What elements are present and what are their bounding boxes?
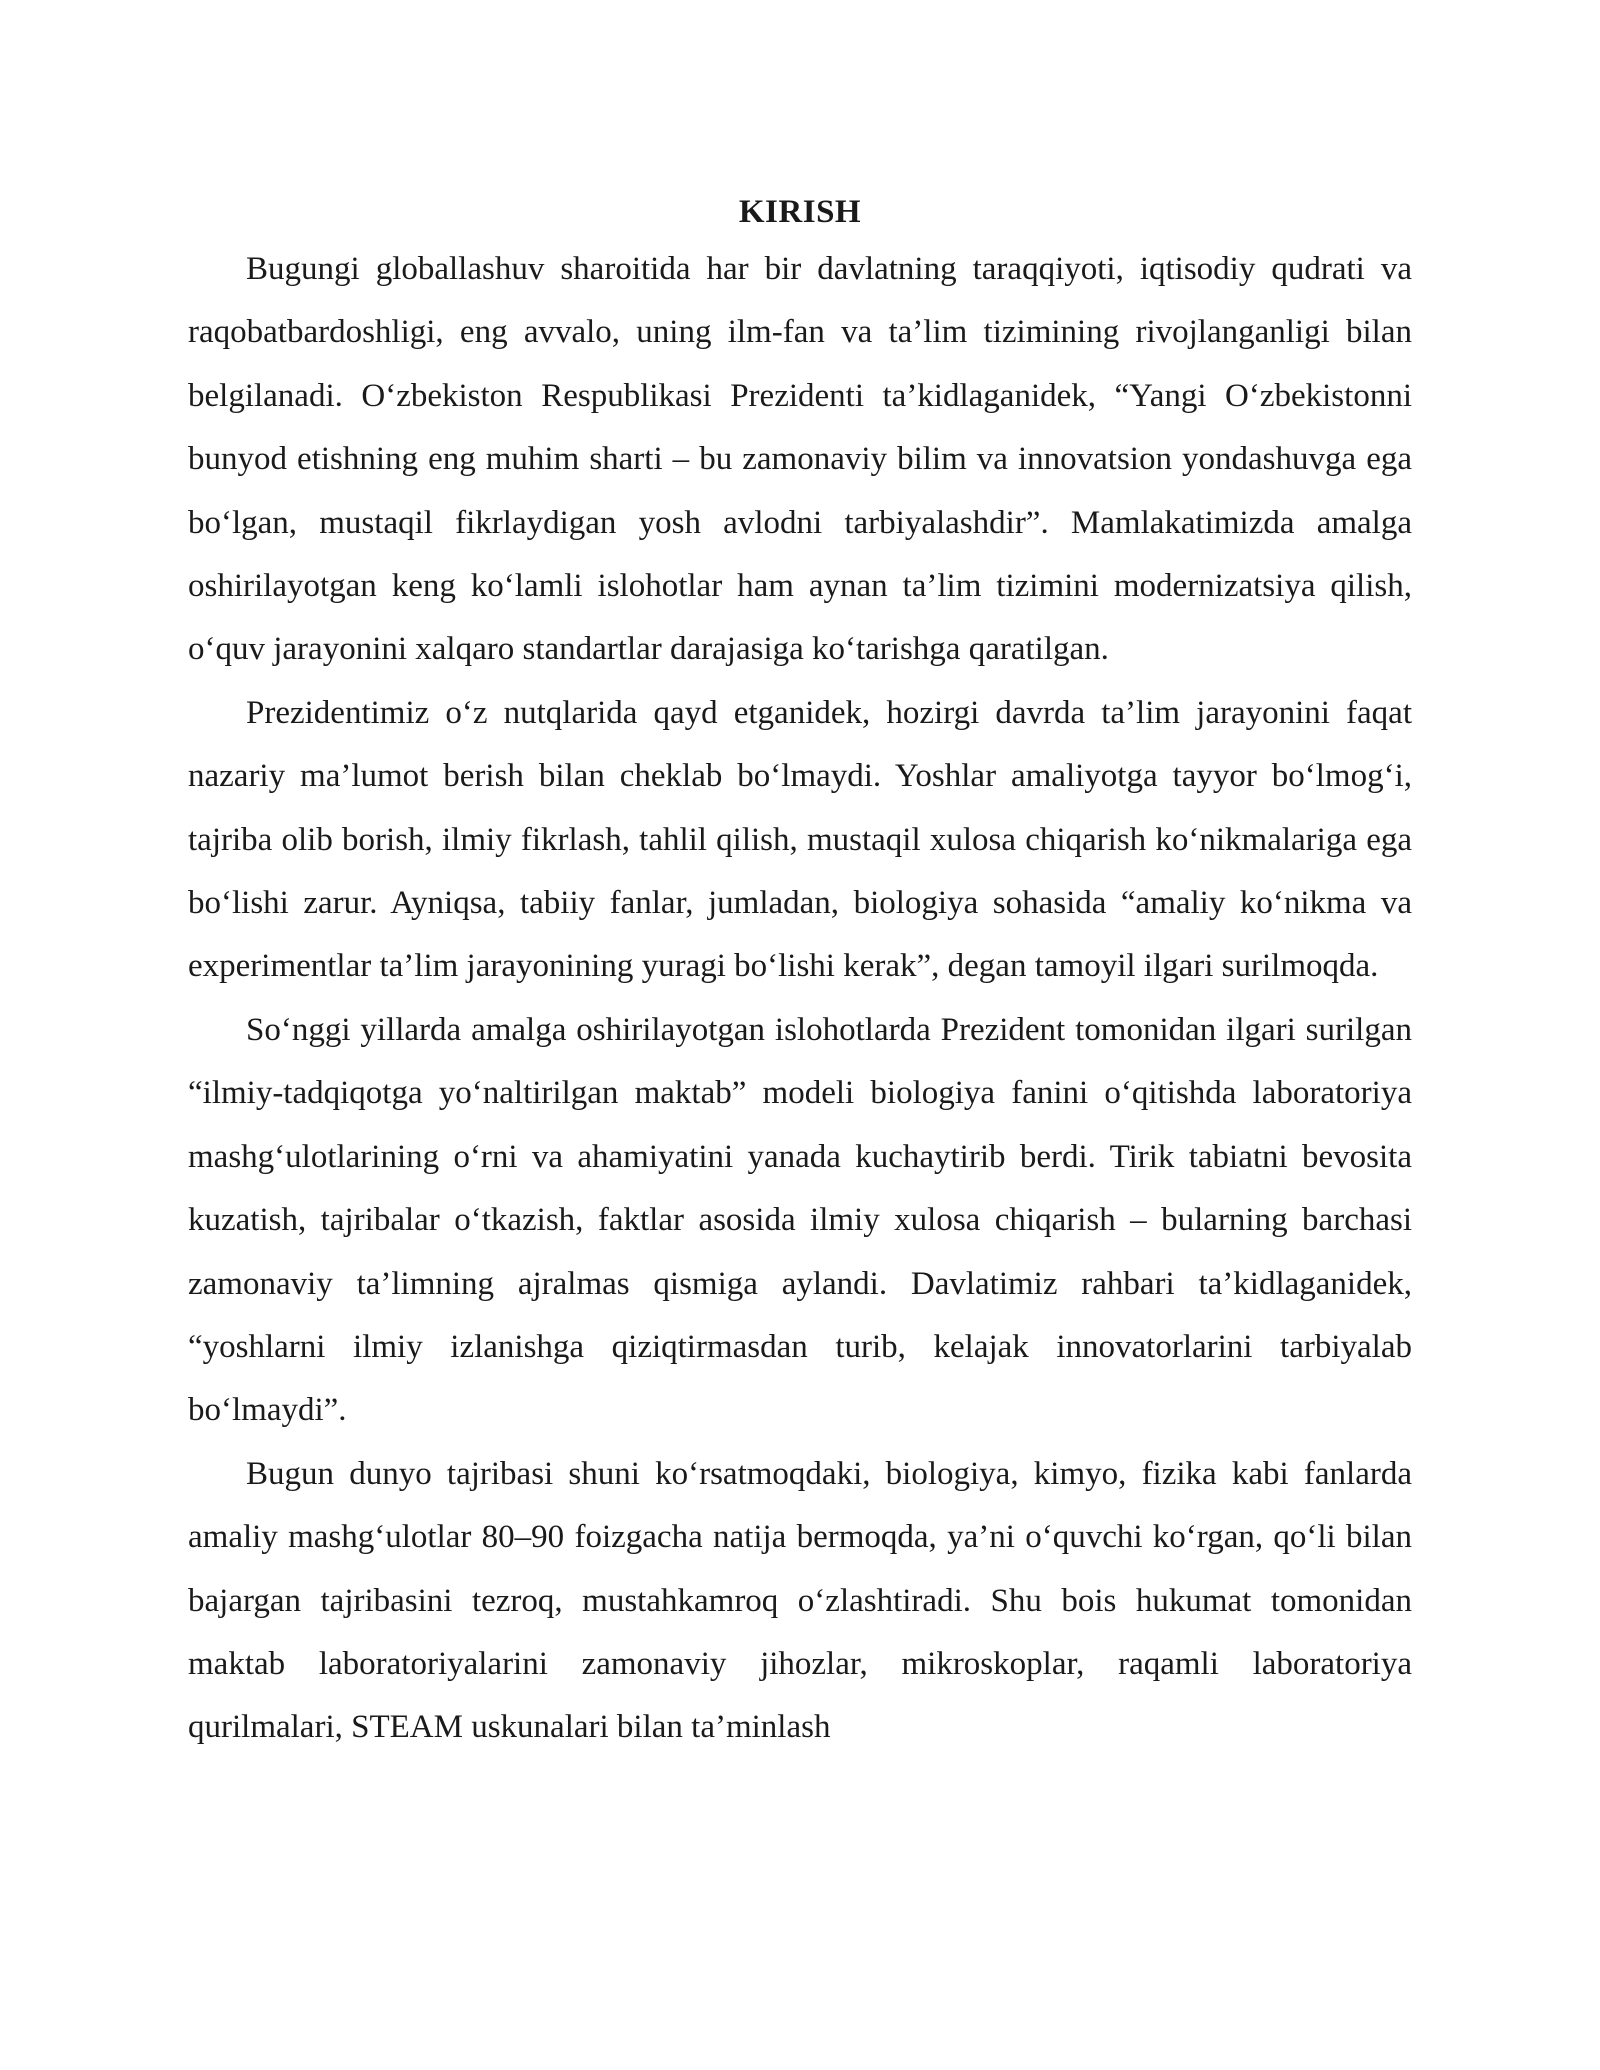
page-title: KIRISH <box>738 194 862 230</box>
paragraph-3: So‘nggi yillarda amalga oshirilayotgan islohotlarda Prezident tomonidan ilgari surilgan “ilmiy-tadqiqotga yo‘naltirilgan maktab” modeli biologiya fanini o‘qitishda laboratoriya mashg‘ulotlarining o‘rni va ahamiyatini yanada kuchaytirib berdi. Tirik tabiatni bevosita kuzatish, tajribalar o‘tkazish, faktlar asosida ilmiy xulosa chiqarish – bularning barchasi zamonaviy ta’limning ajralmas qismiga aylandi. Davlatimiz rahbari ta’kidlaganidek, “yoshlarni ilmiy izlanishga qiziqtirmasdan turib, kelajak innovatorlarini tarbiyalab bo‘lmaydi”. <box>188 1011 1412 1429</box>
paragraph-2: Prezidentimiz o‘z nutqlarida qayd etganidek, hozirgi davrda ta’lim jarayonini faqat nazariy ma’lumot berish bilan cheklab bo‘lmaydi. Yoshlar amaliyotga tayyor bo‘lmog‘i, tajriba olib borish, ilmiy fikrlash, tahlil qilish, mustaqil xulosa chiqarish ko‘nikmalariga ega bo‘lishi zarur. Ayniqsa, tabiiy fanlar, jumladan, biologiya sohasida “amaliy ko‘nikma va experimentlar ta’lim jarayonining yuragi bo‘lishi kerak”, degan tamoyil ilgari surilmoqda. <box>188 694 1412 985</box>
page-body <box>188 186 1412 1760</box>
paragraph-1: Bugungi globallashuv sharoitida har bir davlatning taraqqiyoti, iqtisodiy qudrati va raqobatbardoshligi, eng avvalo, uning ilm-fan va ta’lim tizimining rivojlanganligi bilan belgilanadi. O‘zbekiston Respublikasi Prezidenti ta’kidlaganidek, “Yangi O‘zbekistonni bunyod etishning eng muhim sharti – bu zamonaviy bilim va innovatsion yondashuvga ega bo‘lgan, mustaqil fikrlaydigan yosh avlodni tarbiyalashdir”. Mamlakatimizda amalga oshirilayotgan keng ko‘lamli islohotlar ham aynan ta’lim tizimini modernizatsiya qilish, o‘quv jarayonini xalqaro standartlar darajasiga ko‘tarishga qaratilgan. <box>188 251 1412 668</box>
paragraph-4: Bugun dunyo tajribasi shuni ko‘rsatmoqdaki, biologiya, kimyo, fizika kabi fanlarda amaliy mashg‘ulotlar 80–90 foizgacha natija bermoqda, ya’ni o‘quvchi ko‘rgan, qo‘li bilan bajargan tajribasini tezroq, mustahkamroq o‘zlashtiradi. Shu bois hukumat tomonidan maktab laboratoriyalarini zamonaviy jihozlar, mikroskoplar, raqamli laboratoriya qurilmalari, STEAM uskunalari bilan ta’minlash <box>188 1455 1412 1746</box>
